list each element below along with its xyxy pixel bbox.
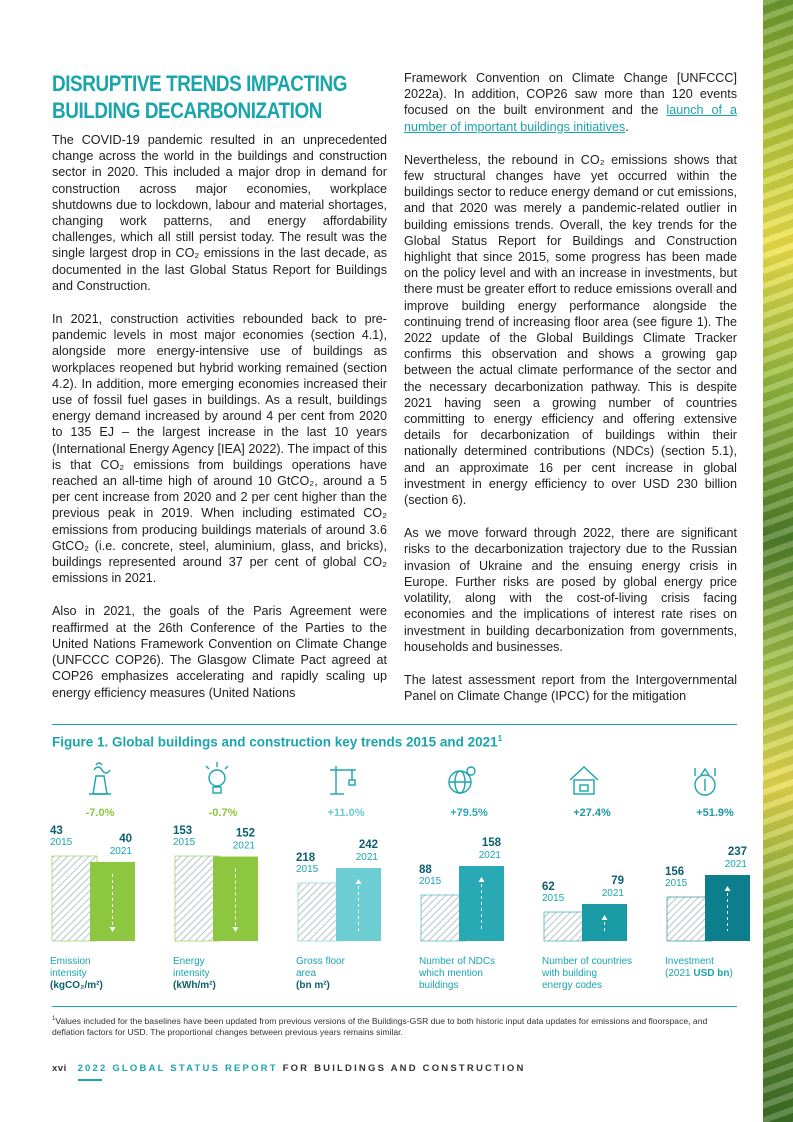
initiatives-link[interactable]: launch of a number of important buildings initiatives bbox=[404, 103, 737, 134]
metric-label: intensity bbox=[50, 968, 87, 979]
year-2021: 2021 bbox=[478, 850, 501, 861]
chimney-icon bbox=[89, 763, 111, 794]
metric-unit: (kWh/m²) bbox=[173, 980, 216, 991]
value-2021: 242 bbox=[358, 839, 378, 851]
paragraph: The COVID-19 pandemic resulted in an unprecedented change across the world in the buildings and construction sector in 2020. This included a major drop in demand for construction across major economies, workplace shutdowns due to lockdown, labour and material shortages, changing work patterns, and energy affordability challenges, which all still persist today. The result was the single largest drop in CO₂ emissions in the last decade, as documented in the last Global Status Report for Buildings and Construction. bbox=[52, 133, 387, 293]
change-label: -7.0% bbox=[85, 807, 115, 819]
metric-label: Number of countries bbox=[542, 956, 633, 967]
paragraph: The latest assessment report from the Intergovernmental Panel on Climate Change (IPCC) for the mitigation bbox=[404, 672, 737, 704]
paragraph: Also in 2021, the goals of the Paris Agreement were reaffirmed at the 26th Conference of the Parties to the United Nations Framework Convention on Climate Change (UNFCCC COP26). The Glasgow Climate Pact agreed at COP26 emphasizes accelerating and rapidly scaling up energy efficiency measures (United Nations bbox=[52, 604, 387, 700]
paragraph-text: Framework Convention on Climate Change [UNFCCC] 2022a). In addition, COP26 saw more than 120 events focused on the built environment and the bbox=[404, 71, 737, 118]
year-2015: 2015 bbox=[296, 864, 319, 875]
footer-accent-line bbox=[78, 1079, 102, 1081]
metric-label: buildings bbox=[419, 980, 459, 991]
change-label: -0.7% bbox=[208, 807, 238, 819]
figure-title-sup: 1 bbox=[497, 734, 503, 743]
metric-label: Gross floor bbox=[296, 956, 345, 967]
year-2021: 2021 bbox=[355, 852, 378, 863]
paragraph bbox=[404, 70, 737, 135]
key-trends-chart bbox=[50, 758, 747, 1008]
value-2015: 88 bbox=[419, 864, 432, 876]
page-footer bbox=[52, 1063, 526, 1074]
year-2015: 2015 bbox=[173, 837, 196, 848]
heading-line-2: BUILDING DECARBONIZATION bbox=[52, 98, 322, 123]
value-2021: 152 bbox=[235, 827, 255, 840]
metric-label: (2021 USD bn) bbox=[665, 968, 733, 979]
metric-label: Investment bbox=[665, 956, 714, 967]
value-2015: 218 bbox=[296, 852, 316, 864]
metric-label: area bbox=[296, 968, 317, 979]
paragraph-text: . bbox=[625, 119, 629, 134]
figure-bottom-rule bbox=[52, 1006, 737, 1007]
year-2015: 2015 bbox=[542, 893, 565, 904]
value-2015: 156 bbox=[665, 866, 685, 878]
heading-line-1: DISRUPTIVE TRENDS IMPACTING bbox=[52, 71, 347, 96]
year-2015: 2015 bbox=[665, 878, 688, 889]
metric-unit: (kgCO₂/m²) bbox=[50, 980, 103, 991]
metric-label: Number of NDCs bbox=[419, 956, 496, 967]
value-2021: 40 bbox=[119, 832, 132, 845]
footnote-text: Values included for the baselines have been updated from previous versions of the Buildings-GSR due to both historic input data updates for emissions and floorspace, and deflation factors for USD. The proportional changes between previous years remains similar. bbox=[52, 1015, 708, 1037]
section-heading bbox=[52, 70, 396, 124]
year-2021: 2021 bbox=[601, 888, 624, 899]
value-2015: 43 bbox=[50, 825, 63, 837]
footer-title-1: 2022 GLOBAL STATUS REPORT bbox=[77, 1063, 278, 1074]
money-bag-icon bbox=[695, 768, 715, 795]
metric-label: with building bbox=[542, 968, 598, 979]
figure-top-rule bbox=[52, 724, 737, 725]
metric-unit: (bn m²) bbox=[296, 980, 330, 991]
right-column bbox=[404, 70, 737, 721]
metric-label: which mention bbox=[419, 968, 483, 979]
paragraph: Nevertheless, the rebound in CO₂ emissions shows that few structural changes have yet occurred within the buildings sector to reduce energy demand or cut emissions, and that 2020 was merely a pandemic-related outlier in building emissions trends. Overall, the key trends for the Global Status Report for Buildings and Construction highlight that since 2015, some progress has been made on the policy level and with an increase in investments, but there must be greater effort to reduce emissions overall and improve building energy performance alongside the continuing trend of increasing floor area (see figure 1). The 2022 update of the Global Buildings Climate Tracker confirms this observation and shows a growing gap between the actual climate performance of the sector and the necessary decarbonization pathway. This is despite 2021 having seen a growing number of countries committing to energy efficiency and offering extensive details for decarbonization of buildings within their nationally determined contributions (NDCs) (section 5.1), and an approximate 16 per cent increase in global investment in energy efficiency to over USD 230 billion (section 6). bbox=[404, 152, 737, 508]
footnote bbox=[52, 1014, 737, 1038]
year-2021: 2021 bbox=[724, 859, 747, 870]
year-2015: 2015 bbox=[419, 876, 442, 887]
value-2015: 62 bbox=[542, 881, 555, 893]
change-label: +11.0% bbox=[327, 807, 365, 819]
figure-title bbox=[52, 734, 502, 750]
metric-label: intensity bbox=[173, 968, 210, 979]
house-icon bbox=[570, 767, 598, 794]
footnote-sup: 1 bbox=[52, 1016, 56, 1022]
value-2021: 79 bbox=[611, 875, 624, 887]
footer-title-2: FOR BUILDINGS AND CONSTRUCTION bbox=[282, 1063, 526, 1074]
lightbulb-icon bbox=[206, 762, 228, 793]
figure-title-text: Figure 1. Global buildings and construction key trends 2015 and 2021 bbox=[52, 734, 498, 750]
year-2021: 2021 bbox=[109, 845, 132, 857]
decorative-foliage-strip bbox=[763, 0, 793, 1122]
metric-label: energy codes bbox=[542, 980, 603, 991]
paragraph: In 2021, construction activities rebounded back to pre-pandemic levels in most major economies (section 4.1), alongside more energy-intensive use of buildings as workplaces reopened but hybrid working remained (section 4.2). In addition, more emerging economies increased their use of fossil fuel gases in buildings. As a result, buildings energy demand increased by around 4 per cent from 2020 to 135 EJ – the largest increase in the last 10 years (International Energy Agency [IEA] 2022). The impact of this is that CO₂ emissions from buildings operations have reached an all-time high of around 10 GtCO₂, around a 5 per cent increase from 2020 and 2 per cent higher than the previous peak in 2019. When including estimated CO₂ emissions from producing buildings materials of around 3.6 GtCO₂ (i.e. concrete, steel, aluminium, glass, and bricks), buildings represented around 37 per cent of global CO₂ emissions in 2021. bbox=[52, 312, 387, 586]
change-label: +79.5% bbox=[450, 807, 488, 819]
year-2015: 2015 bbox=[50, 837, 73, 848]
globe-icon bbox=[449, 767, 475, 793]
metric-label: Emission bbox=[50, 956, 91, 967]
year-2021: 2021 bbox=[232, 840, 255, 852]
change-label: +27.4% bbox=[573, 807, 611, 819]
value-2021: 158 bbox=[481, 837, 501, 849]
value-2021: 237 bbox=[727, 846, 747, 858]
value-2015: 153 bbox=[173, 825, 193, 837]
crane-icon bbox=[330, 766, 356, 794]
left-column bbox=[52, 70, 387, 718]
change-label: +51.9% bbox=[696, 807, 734, 819]
paragraph: As we move forward through 2022, there are significant risks to the decarbonization trajectory due to the Russian invasion of Ukraine and the ensuing energy crisis in Europe. Further risks are posed by global energy price volatility, along with the cost-of-living crisis facing economies and the implications of interest rate rises on investment in building decarbonization from governments, households and businesses. bbox=[404, 526, 737, 654]
metric-label: Energy bbox=[173, 956, 205, 967]
page-number: xvi bbox=[52, 1063, 67, 1074]
